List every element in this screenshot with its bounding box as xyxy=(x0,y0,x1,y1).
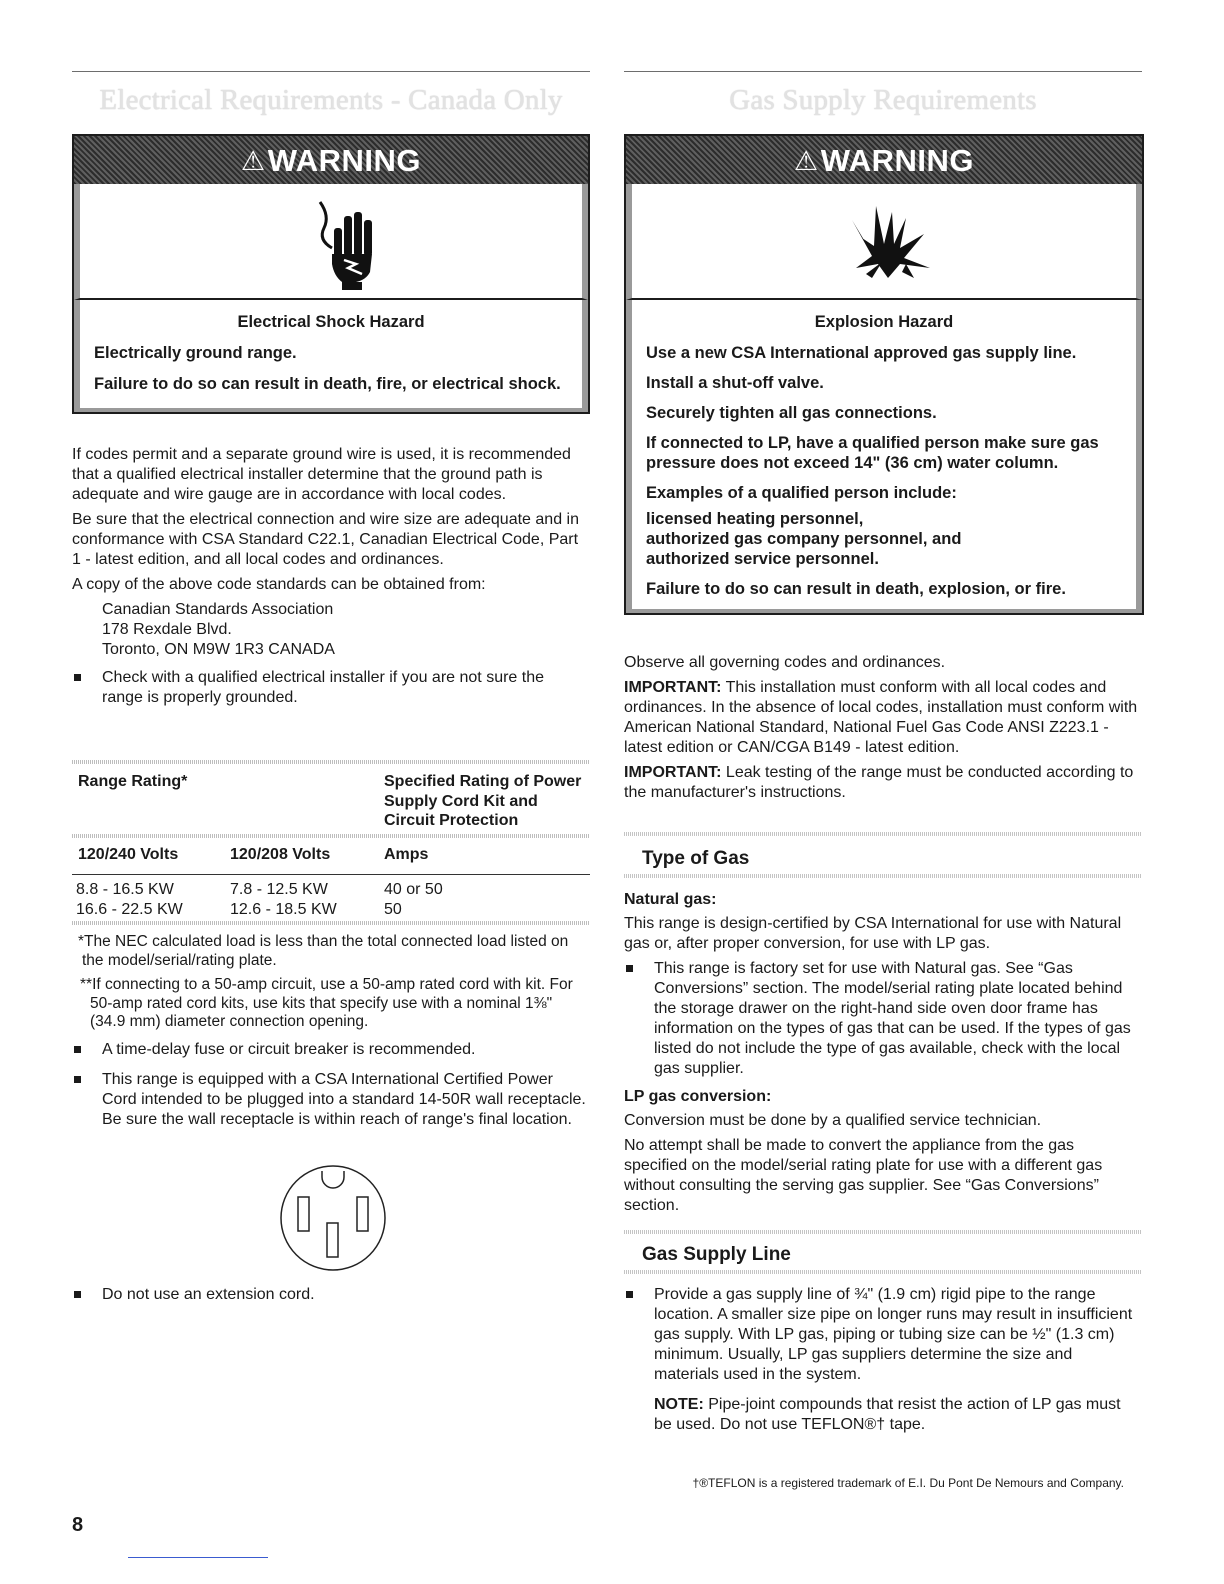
trademark-footnote: †®TEFLON is a registered trademark of E.I. Du Pont De Nemours and Company. xyxy=(692,1476,1124,1490)
bullet-item: This range is equipped with a CSA International Certified Power Cord intended to be plugged into a standard 14-50R wall receptacle. Be sure the wall receptacle is within reach of range's final location. xyxy=(72,1070,588,1130)
paragraph: This range is design-certified by CSA International for use with Natural gas or, after proper conversion, for use with LP gas. xyxy=(624,915,1122,952)
paragraph: If codes permit and a separate ground wire is used, it is recommended that a qualified electrical installer determine that the ground path is adequate and wire gauge are in accordance with local codes. xyxy=(72,446,571,503)
warning-line: Use a new CSA International approved gas supply line. xyxy=(646,344,1077,362)
header-specified-rating: Specified Rating of Power Supply Cord Kit and Circuit Protection xyxy=(384,773,582,829)
important-paragraph xyxy=(624,763,1140,803)
paragraph: No attempt shall be made to convert the appliance from the gas specified on the model/serial rating plate for use with a different gas without consulting the serving gas supplier. See “Gas Conversions” section. xyxy=(624,1137,1103,1214)
top-rule-left xyxy=(72,71,590,72)
electrical-body xyxy=(72,445,588,708)
paragraph: A copy of the above code standards can be obtained from: xyxy=(72,576,486,593)
warning-header xyxy=(74,136,588,184)
gas-supply-line-heading-block xyxy=(624,1230,1142,1274)
header-range-rating: Range Rating* xyxy=(78,773,188,790)
top-rule-right xyxy=(624,71,1142,72)
page-number: 8 xyxy=(72,1514,84,1536)
col-120-208: 120/208 Volts xyxy=(230,846,331,863)
electrical-warning-box xyxy=(72,134,590,414)
electrical-notes xyxy=(72,933,588,1130)
natural-gas-heading: Natural gas: xyxy=(624,891,717,908)
table-col-headers xyxy=(72,838,590,868)
paragraph: Be sure that the electrical connection and wire size are adequate and in conformance with CSA Standard C22.1, Canadian Electrical Code, Part 1 - latest edition, and all local codes and ordinances. xyxy=(72,511,579,568)
col-120-240: 120/240 Volts xyxy=(78,846,179,863)
table-cell: 7.8 - 12.5 KW xyxy=(230,881,328,898)
explosion-hazard-title: Explosion Hazard xyxy=(814,313,954,331)
col-amps: Amps xyxy=(384,846,429,863)
address-line: Toronto, ON M9W 1R3 CANADA xyxy=(102,641,335,658)
warning-triangle-icon: ⚠ xyxy=(240,146,266,176)
table-cell: 50 xyxy=(384,901,402,918)
gas-warning-body xyxy=(626,300,1142,613)
gas-supply-line-heading: Gas Supply Line xyxy=(642,1244,791,1265)
note-text: Pipe-joint compounds that resist the action of LP gas must be used. Do not use TEFLON®† tape. xyxy=(654,1396,1121,1433)
table-bottom-rule xyxy=(72,921,590,925)
important-paragraph xyxy=(624,678,1140,758)
gas-supply-line-body xyxy=(624,1285,1140,1435)
extension-cord-note xyxy=(72,1285,588,1305)
type-of-gas-heading: Type of Gas xyxy=(642,848,750,869)
warning-line: licensed heating personnel, xyxy=(646,510,864,528)
warning-line: Failure to do so can result in death, explosion, or fire. xyxy=(646,580,1066,598)
footnote: *The NEC calculated load is less than the total connected load listed on the model/serial/rating plate. xyxy=(78,933,569,969)
bullet-item: Provide a gas supply line of ¾" (1.9 cm) rigid pipe to the range location. A smaller size pipe on longer runs may result in insufficient gas supply. With LP gas, piping or tubing size can be ½" (1.3 cm) minimum. Usually, LP gas suppliers determine the size and materials used in the system. xyxy=(624,1285,1140,1385)
rating-table xyxy=(72,760,590,925)
note-paragraph xyxy=(624,1395,1140,1435)
warning-line: authorized gas company personnel, and xyxy=(646,530,962,548)
warning-icon-area xyxy=(74,184,588,300)
heading-rule xyxy=(624,1270,1142,1274)
warning-line: If connected to LP, have a qualified person make sure gas pressure does not exceed 14" (36 cm) water column. xyxy=(646,434,1099,472)
table-cell: 16.6 - 22.5 KW xyxy=(76,901,183,918)
warning-line: authorized service personnel. xyxy=(646,550,879,568)
electric-shock-hand-icon xyxy=(316,198,376,290)
warning-label: WARNING xyxy=(267,143,422,178)
warning-header xyxy=(626,136,1142,184)
type-of-gas-heading-block xyxy=(624,832,1142,878)
paragraph: Observe all governing codes and ordinances. xyxy=(624,654,946,671)
14-50r-receptacle-icon xyxy=(278,1163,388,1273)
table-header xyxy=(72,764,590,834)
footnote: **If connecting to a 50-amp circuit, use a 50-amp rated cord with kit. For 50-amp rated cord kits, use kits that specify use with a nominal 1⅜" (34.9 mm) diameter connection opening. xyxy=(80,976,573,1030)
bullet-item: This range is factory set for use with Natural gas. See “Gas Conversions” section. The model/serial rating plate located behind the storage drawer on the right-hand side oven door frame has information on the types of gas that can be used. If the types of gas listed do not include the type of gas available, check with the local gas supplier. xyxy=(624,959,1140,1079)
important-text: Leak testing of the range must be conducted according to the manufacturer's instructions. xyxy=(624,764,1134,801)
address-line: 178 Rexdale Blvd. xyxy=(102,621,232,638)
type-of-gas-body xyxy=(624,890,1140,1221)
warning-line: Electrically ground range. xyxy=(94,344,297,362)
table-cell: 12.6 - 18.5 KW xyxy=(230,901,337,918)
note-label: NOTE: xyxy=(654,1396,704,1413)
bottom-link-rule xyxy=(128,1557,268,1558)
table-cell: 8.8 - 16.5 KW xyxy=(76,881,174,898)
heading-rule xyxy=(624,874,1142,878)
warning-line: Examples of a qualified person include: xyxy=(646,484,957,502)
address-block xyxy=(72,600,588,660)
warning-triangle-icon: ⚠ xyxy=(793,146,819,176)
important-text: This installation must conform with all local codes and ordinances. In the absence of local codes, installation must conform with American National Standard, National Fuel Gas Code ANSI Z223.1 - latest edition or CAN/CGA B149 - latest edition. xyxy=(624,679,1138,756)
address-line: Canadian Standards Association xyxy=(102,601,334,618)
warning-line: Failure to do so can result in death, fire, or electrical shock. xyxy=(94,375,561,393)
important-label: IMPORTANT: xyxy=(624,764,722,781)
important-label: IMPORTANT: xyxy=(624,679,722,696)
electrical-hazard-title: Electrical Shock Hazard xyxy=(237,313,425,331)
gas-body xyxy=(624,653,1140,808)
paragraph: Conversion must be done by a qualified service technician. xyxy=(624,1112,1042,1129)
gas-warning-box xyxy=(624,134,1144,615)
table-body xyxy=(72,875,590,921)
warning-line: Securely tighten all gas connections. xyxy=(646,404,937,422)
warning-label: WARNING xyxy=(820,143,975,178)
warning-icon-area xyxy=(626,184,1142,300)
bullet-item: Do not use an extension cord. xyxy=(72,1285,588,1305)
warning-line: Install a shut-off valve. xyxy=(646,374,824,392)
table-cell: 40 or 50 xyxy=(384,881,443,898)
bullet-item: Check with a qualified electrical installer if you are not sure the range is properly grounded. xyxy=(72,668,588,708)
lp-gas-heading: LP gas conversion: xyxy=(624,1088,772,1105)
electrical-section-title: Electrical Requirements - Canada Only xyxy=(99,84,563,116)
explosion-icon xyxy=(842,198,932,288)
bullet-item: A time-delay fuse or circuit breaker is recommended. xyxy=(72,1040,588,1060)
gas-section-title: Gas Supply Requirements xyxy=(729,84,1037,116)
